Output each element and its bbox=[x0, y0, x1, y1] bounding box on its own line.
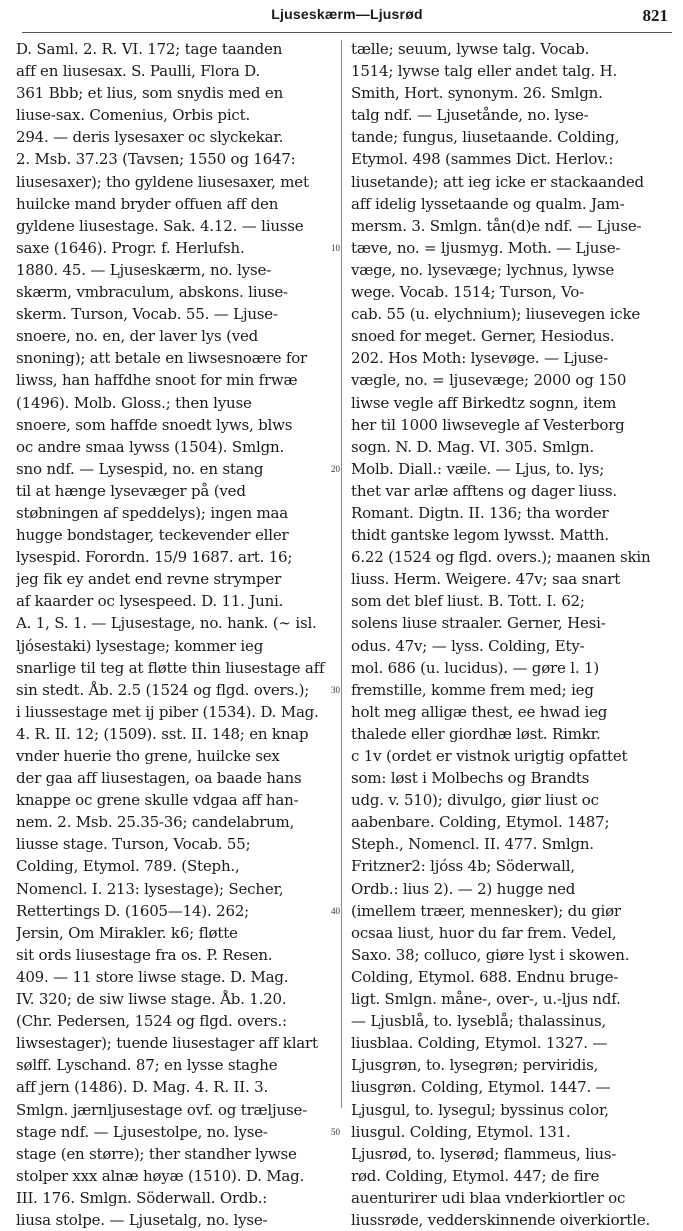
page-header bbox=[22, 4, 672, 30]
text-line: snarlige til teg at fløtte thin liusestage aff bbox=[16, 658, 325, 677]
text-line: der gaa aff liusestagen, oa baade hans bbox=[16, 769, 302, 788]
text-line: stage ndf. — Ljusestolpe, no. lyse- bbox=[16, 1122, 268, 1141]
text-line: 2. Msb. 37.23 (Tavsen; 1550 og 1647: bbox=[16, 150, 296, 169]
text-line: som det blef liust. B. Tott. I. 62; bbox=[351, 592, 585, 611]
text-line: liusa stolpe. — Ljusetalg, no. lyse- bbox=[16, 1210, 268, 1229]
text-line: hugge bondstager, teckevender eller bbox=[16, 526, 289, 545]
text-line: sølff. Lyschand. 87; en lysse staghe bbox=[16, 1056, 278, 1075]
text-line: oc andre smaa lywss (1504). Smlgn. bbox=[16, 437, 285, 456]
text-line: tæve, no. = ljusmyg. Moth. — Ljuse- bbox=[351, 238, 621, 257]
line-number: 30 bbox=[331, 684, 340, 695]
text-line: (1496). Molb. Gloss.; then lyuse bbox=[16, 393, 252, 412]
line-number: 40 bbox=[331, 905, 340, 916]
text-line: aff en liusesax. S. Paulli, Flora D. bbox=[16, 62, 260, 81]
text-line: nem. 2. Msb. 25.35-36; candelabrum, bbox=[16, 813, 295, 832]
text-line: væge, no. lysevæge; lychnus, lywse bbox=[351, 260, 615, 279]
column-divider bbox=[341, 40, 342, 1108]
text-line: auenturirer udi blaa vnderkiortler oc bbox=[351, 1188, 626, 1207]
text-line: tande; fungus, liusetaande. Colding, bbox=[351, 128, 620, 147]
line-number: 20 bbox=[331, 463, 340, 474]
text-line: i liussestage met ij piber (1534). D. Mag. bbox=[16, 702, 319, 721]
running-head: Ljuseskærm—Ljusrød bbox=[271, 6, 423, 22]
text-line: stolper xxx alnæ høyæ (1510). D. Mag. bbox=[16, 1166, 305, 1185]
text-line: Ljusgrøn, to. lysegrøn; perviridis, bbox=[351, 1056, 599, 1075]
text-line: lysespid. Forordn. 15/9 1687. art. 16; bbox=[16, 548, 293, 567]
text-line: fremstille, komme frem med; ieg bbox=[351, 680, 594, 699]
text-line: liwsestager); tuende liusestager aff klart bbox=[16, 1034, 318, 1053]
text-line: wege. Vocab. 1514; Turson, Vo- bbox=[351, 283, 585, 302]
text-line: gyldene liusestage. Sak. 4.12. — liusse bbox=[16, 216, 304, 235]
text-line: Ljusrød, to. lyserød; flammeus, lius- bbox=[351, 1144, 617, 1163]
text-line: Ordb.: lius 2). — 2) hugge ned bbox=[351, 879, 576, 898]
text-line: odus. 47v; — lyss. Colding, Ety- bbox=[351, 636, 585, 655]
text-line: skærm, vmbraculum, abskons. liuse- bbox=[16, 283, 288, 302]
text-line: liusetande); att ieg icke er stackaanded bbox=[351, 172, 644, 191]
text-line: vægle, no. = ljusevæge; 2000 og 150 bbox=[351, 371, 627, 390]
text-line: mersm. 3. Smlgn. tån(d)e ndf. — Ljuse- bbox=[351, 216, 642, 235]
text-line: solens liuse straaler. Gerner, Hesi- bbox=[351, 614, 606, 633]
text-line: 1880. 45. — Ljuseskærm, no. lyse- bbox=[16, 260, 272, 279]
text-line: — Ljusblå, to. lyseblå; thalassinus, bbox=[351, 1012, 607, 1031]
text-line: liusblaa. Colding, Etymol. 1327. — bbox=[351, 1034, 608, 1053]
text-line: IV. 320; de siw liwse stage. Åb. 1.20. bbox=[16, 990, 287, 1009]
text-line: Colding, Etymol. 688. Endnu bruge- bbox=[351, 967, 619, 986]
text-line: Jersin, Om Mirakler. k6; fløtte bbox=[16, 923, 238, 942]
text-line: 361 Bbb; et lius, som snydis med en bbox=[16, 84, 284, 103]
text-line: sno ndf. — Lysespid, no. en stang bbox=[16, 459, 264, 478]
text-line: 6.22 (1524 og flgd. overs.); maanen skin bbox=[351, 548, 651, 567]
text-line: A. 1, S. 1. — Ljusestage, no. hank. (∼ isl. bbox=[16, 614, 317, 633]
text-line: Steph., Nomencl. II. 477. Smlgn. bbox=[351, 835, 594, 854]
text-line: liwse vegle aff Birkedtz sognn, item bbox=[351, 393, 617, 412]
text-line: jeg fik ey andet end revne strymper bbox=[16, 570, 282, 589]
text-line: 294. — deris lysesaxer oc slyckekar. bbox=[16, 128, 284, 147]
text-line: liusgrøn. Colding, Etymol. 1447. — bbox=[351, 1078, 611, 1097]
line-number: 50 bbox=[331, 1126, 340, 1137]
text-line: snoere, som haffde snoedt lyws, blws bbox=[16, 415, 293, 434]
text-line: liuss. Herm. Weigere. 47v; saa snart bbox=[351, 570, 621, 589]
text-line: liusgul. Colding, Etymol. 131. bbox=[351, 1122, 571, 1141]
text-line: snoed for meget. Gerner, Hesiodus. bbox=[351, 327, 615, 346]
text-line: Smith, Hort. synonym. 26. Smlgn. bbox=[351, 84, 603, 103]
text-line: c 1v (ordet er vistnok urigtig opfattet bbox=[351, 747, 628, 765]
text-line: sogn. N. D. Mag. VI. 305. Smlgn. bbox=[351, 437, 595, 456]
text-line: huilcke mand bryder offuen aff den bbox=[16, 194, 279, 213]
text-line: liussrøde, vedderskinnende oiverkiortle. bbox=[351, 1210, 651, 1229]
text-line: Etymol. 498 (sammes Dict. Herlov.: bbox=[351, 150, 614, 169]
text-line: snoere, no. en, der laver lys (ved bbox=[16, 327, 259, 346]
text-line: thet var arlæ afftens og dager liuss. bbox=[351, 481, 617, 500]
text-line: saxe (1646). Progr. f. Herlufsh. bbox=[16, 238, 245, 257]
text-line: Saxo. 38; colluco, giøre lyst i skowen. bbox=[351, 945, 630, 964]
text-line: liusse stage. Turson, Vocab. 55; bbox=[16, 835, 251, 854]
text-line: tælle; seuum, lywse talg. Vocab. bbox=[351, 40, 590, 58]
text-line: her til 1000 liwsevegle af Vesterborg bbox=[351, 415, 625, 434]
text-line: af kaarder oc lysespeed. D. 11. Juni. bbox=[16, 592, 284, 611]
line-number: 10 bbox=[331, 242, 340, 253]
text-line: Romant. Digtn. II. 136; tha worder bbox=[351, 503, 609, 522]
text-line: ljósestaki) lysestage; kommer ieg bbox=[16, 636, 264, 655]
text-line: aff jern (1486). D. Mag. 4. R. II. 3. bbox=[16, 1078, 269, 1097]
text-line: III. 176. Smlgn. Söderwall. Ordb.: bbox=[16, 1188, 268, 1207]
text-line: 202. Hos Moth: lysevøge. — Ljuse- bbox=[351, 349, 609, 368]
text-line: som: løst i Molbechs og Brandts bbox=[351, 769, 590, 788]
text-line: Ljusgul, to. lysegul; byssinus color, bbox=[351, 1100, 609, 1119]
text-line: sin stedt. Åb. 2.5 (1524 og flgd. overs.); bbox=[16, 680, 310, 699]
text-line: støbningen af speddelys); ingen maa bbox=[16, 503, 289, 522]
text-line: liusesaxer); tho gyldene liusesaxer, met bbox=[16, 172, 309, 191]
text-line: Nomencl. I. 213: lysestage); Secher, bbox=[16, 879, 284, 898]
text-line: (imellem træer, mennesker); du giør bbox=[351, 901, 621, 920]
text-line: vnder huerie tho grene, huilcke sex bbox=[16, 747, 280, 765]
text-line: Colding, Etymol. 789. (Steph., bbox=[16, 857, 240, 876]
text-line: ligt. Smlgn. måne-, over-, u.-ljus ndf. bbox=[351, 990, 621, 1009]
text-line: 4. R. II. 12; (1509). sst. II. 148; en knap bbox=[16, 724, 309, 743]
text-line: ocsaa liust, huor du far frem. Vedel, bbox=[351, 923, 617, 942]
text-line: aff idelig lyssetaande og qualm. Jam- bbox=[351, 194, 625, 213]
text-line: aabenbare. Colding, Etymol. 1487; bbox=[351, 813, 610, 832]
text-line: thalede eller giordhæ løst. Rimkr. bbox=[351, 724, 601, 743]
text-line: 1514; lywse talg eller andet talg. H. bbox=[351, 62, 618, 81]
text-line: snoning); att betale en liwsesnoære for bbox=[16, 349, 308, 368]
text-line: rød. Colding, Etymol. 447; de fire bbox=[351, 1166, 600, 1185]
text-line: mol. 686 (u. lucidus). — gøre l. 1) bbox=[351, 658, 599, 677]
text-line: D. Saml. 2. R. VI. 172; tage taanden bbox=[16, 40, 283, 58]
text-line: liwss, han haffdhe snoot for min frwæ bbox=[16, 371, 298, 390]
text-line: talg ndf. — Ljusetånde, no. lyse- bbox=[351, 106, 589, 125]
text-line: cab. 55 (u. elychnium); liusevegen icke bbox=[351, 305, 641, 324]
text-line: Smlgn. jærnljusestage ovf. og træljuse- bbox=[16, 1100, 307, 1119]
text-line: Molb. Diall.: væile. — Ljus, to. lys; bbox=[351, 459, 605, 478]
text-line: skerm. Turson, Vocab. 55. — Ljuse- bbox=[16, 305, 278, 324]
text-line: holt meg alligæ thest, ee hwad ieg bbox=[351, 702, 608, 721]
page-number: 821 bbox=[642, 6, 668, 25]
text-line: knappe oc grene skulle vdgaa aff han- bbox=[16, 791, 299, 810]
text-line: 409. — 11 store liwse stage. D. Mag. bbox=[16, 967, 289, 986]
text-line: Rettertings D. (1605—14). 262; bbox=[16, 901, 250, 920]
text-line: thidt gantske legom lywsst. Matth. bbox=[351, 526, 609, 545]
text-line: sit ords liusestage fra os. P. Resen. bbox=[16, 945, 273, 964]
text-line: udg. v. 510); divulgo, giør liust oc bbox=[351, 791, 599, 810]
text-line: til at hænge lysevæger på (ved bbox=[16, 481, 246, 500]
header-rule bbox=[22, 32, 672, 33]
text-line: (Chr. Pedersen, 1524 og flgd. overs.: bbox=[16, 1012, 287, 1031]
text-line: stage (en større); ther standher lywse bbox=[16, 1144, 297, 1163]
left-column bbox=[16, 38, 334, 1231]
text-line: Fritzner2: ljóss 4b; Söderwall, bbox=[351, 857, 575, 876]
right-column bbox=[351, 38, 669, 1231]
text-line: liuse-sax. Comenius, Orbis pict. bbox=[16, 106, 251, 125]
